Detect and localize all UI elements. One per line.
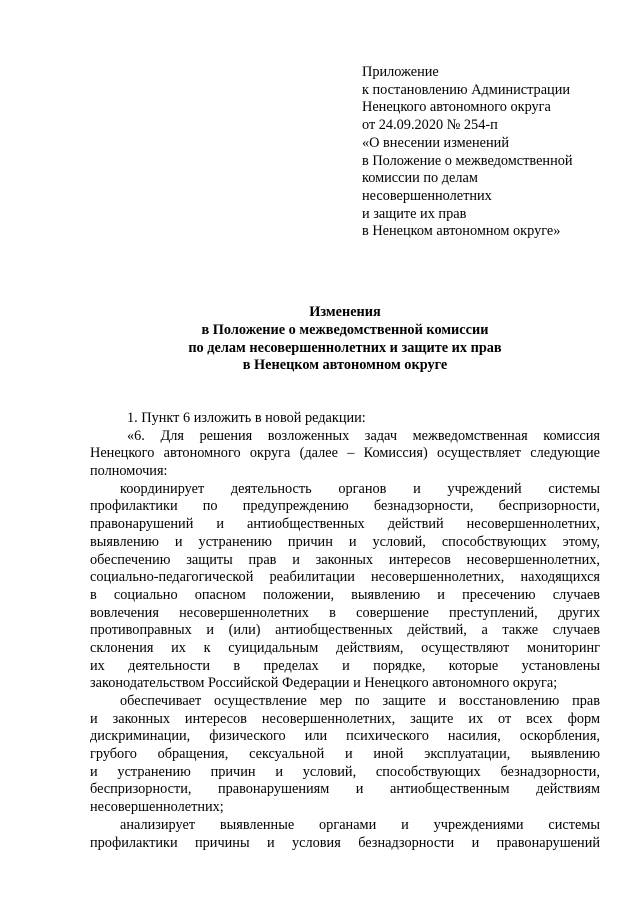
body-line: «6. Для решения возложенных задач межведомственная комиссия: [127, 427, 600, 444]
body-line: беспризорности, правонарушениям и антиобщественным действиям: [90, 781, 600, 798]
appendix-line: Ненецкого автономного округа: [362, 99, 551, 116]
title-line: в Положение о межведомственной комиссии: [201, 321, 489, 338]
body-line: их деятельности в пределах и порядке, которые установлены: [90, 657, 600, 674]
title-line: Изменения: [309, 304, 381, 320]
body-line: координирует деятельность органов и учреждений системы: [120, 480, 600, 497]
appendix-line: в Ненецком автономном округе»: [362, 223, 561, 240]
body-line: полномочия:: [90, 463, 168, 480]
appendix-line: к постановлению Администрации: [362, 81, 571, 98]
body-line: профилактики по предупреждению безнадзорности, беспризорности,: [90, 498, 600, 515]
body-line: несовершеннолетних;: [90, 799, 224, 816]
appendix-line: «О внесении изменений: [362, 134, 509, 151]
body-line: 1. Пункт 6 изложить в новой редакции:: [127, 410, 366, 426]
body-line: грубого обращения, сексуальной и иной эксплуатации, выявлению: [90, 746, 600, 763]
title-line: в Ненецком автономном округе: [242, 357, 448, 374]
body-line: в социально опасном положении, выявлению и пресечению случаев: [90, 586, 600, 603]
body-line: и законных интересов несовершеннолетних, защите их от всех форм: [90, 710, 600, 727]
body-line: обеспечивает осуществление мер по защите и восстановлению прав: [120, 693, 600, 709]
body-line: профилактики причины и условия безнадзорности и правонарушений: [90, 834, 600, 851]
body-line: обеспечению защиты прав и законных интересов несовершеннолетних,: [90, 551, 600, 568]
document-body: [90, 410, 600, 852]
body-line: склонения их к суицидальным действиям, осуществляют мониторинг: [90, 639, 600, 656]
document-title: [90, 304, 600, 375]
body-line: социально-педагогической реабилитации несовершеннолетних, находящихся: [90, 569, 600, 586]
body-line: и устранению причин и условий, способствующих безнадзорности,: [90, 763, 600, 780]
body-line: правонарушений и антиобщественных действий несовершеннолетних,: [90, 516, 600, 533]
body-line: вовлечения несовершеннолетних в совершение преступлений, других: [90, 604, 600, 621]
appendix-line: комиссии по делам: [362, 170, 478, 187]
body-line: выявлению и устранению причин и условий, способствующих этому,: [90, 533, 600, 550]
appendix-line: несовершеннолетних: [362, 187, 492, 204]
appendix-line: Приложение: [362, 64, 439, 80]
body-line: противоправных и (или) антиобщественных действий, а также случаев: [90, 622, 600, 639]
body-line: законодательством Российской Федерации и Ненецкого автономного округа;: [90, 675, 558, 692]
title-line: по делам несовершеннолетних и защите их прав: [188, 339, 502, 356]
body-line: анализирует выявленные органами и учреждениями системы: [120, 816, 600, 833]
appendix-line: от 24.09.2020 № 254-п: [362, 117, 498, 134]
appendix-line: в Положение о межведомственной: [362, 152, 573, 169]
body-line: дискриминации, физического или психического насилия, оскорбления,: [90, 728, 600, 745]
body-line: Ненецкого автономного округа (далее – Комиссия) осуществляет следующие: [90, 445, 600, 462]
appendix-line: и защите их прав: [362, 205, 467, 222]
appendix-header: [362, 64, 602, 241]
